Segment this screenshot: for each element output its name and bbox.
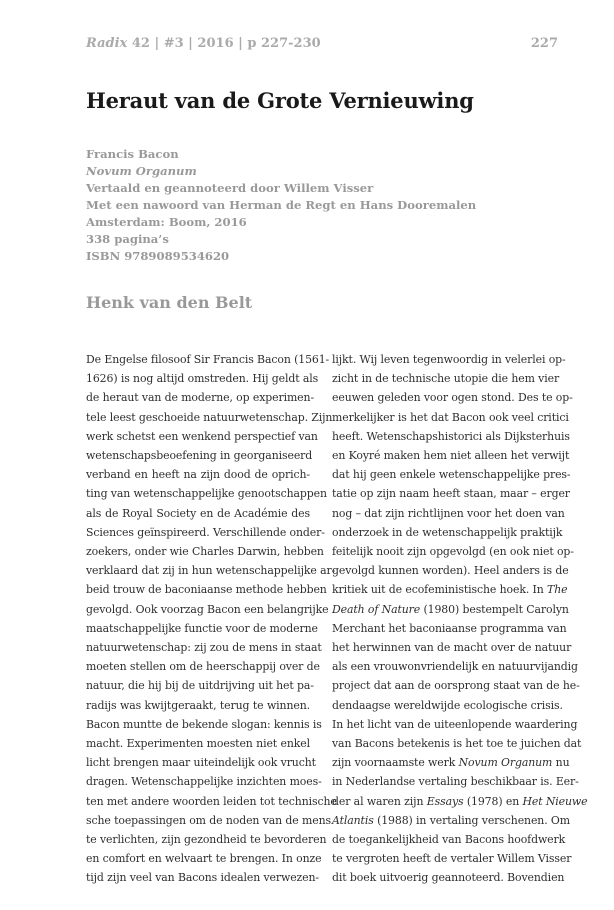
text-line: zijn voornaamste werk Novum Organum nu xyxy=(332,756,570,770)
text-line: Death of Nature (1980) bestempelt Carolyn xyxy=(332,602,569,616)
text-line: Merchant het baconiaanse programma van xyxy=(332,621,567,635)
text-line: tijd zijn veel van Bacons idealen verwezen- xyxy=(86,871,320,885)
text-line: natuur, die hij bij de uitdrijving uit het pa- xyxy=(86,679,314,693)
text-line: gevolgd. Ook voorzag Bacon een belangrijke xyxy=(86,602,329,616)
text-line: heeft. Wetenschapshistorici als Dijksterhuis xyxy=(332,429,570,443)
text-line: van Bacons betekenis is het toe te juichen dat xyxy=(332,737,582,751)
reviewer-name: Henk van den Belt xyxy=(86,293,253,312)
text-line: ten met andere woorden leiden tot technische xyxy=(86,794,337,808)
text-line: tatie op zijn naam heeft staan, maar – erger xyxy=(332,487,570,501)
text-line: Bacon muntte de bekende slogan: kennis is xyxy=(86,717,322,731)
text-line: tele leest geschoeide natuurwetenschap. Zijn xyxy=(86,410,333,424)
article-title: Heraut van de Grote Vernieuwing xyxy=(86,88,474,113)
running-header xyxy=(86,36,558,51)
text-line: gevolgd kunnen worden). Heel anders is de xyxy=(332,564,569,578)
text-line: macht. Experimenten moesten niet enkel xyxy=(86,737,310,751)
page-number: 227 xyxy=(530,36,558,51)
text-line: beid trouw de baconiaanse methode hebben xyxy=(86,583,327,597)
book-metadata xyxy=(86,146,558,265)
text-line: In het licht van de uiteenlopende waardering xyxy=(332,717,578,731)
citation: 42 | #3 | 2016 | p 227-230 xyxy=(127,36,321,51)
text-line: ting van wetenschappelijke genootschappen xyxy=(86,487,327,501)
text-line: Sciences geïnspireerd. Verschillende onder- xyxy=(86,525,325,539)
text-line: zicht in de technische utopie die hem vier xyxy=(332,372,560,386)
text-line: als de Royal Society en de Académie des xyxy=(86,506,310,520)
text-line: radijs was kwijtgeraakt, terug te winnen. xyxy=(86,698,310,712)
text-line: als een vrouwonvriendelijk en natuurvijandig xyxy=(332,660,578,674)
text-line: maatschappelijke functie voor de moderne xyxy=(86,621,318,635)
text-line: verklaard dat zij in hun wetenschappelijke ar- xyxy=(86,564,336,578)
text-line: de toegankelijkheid van Bacons hoofdwerk xyxy=(332,833,566,847)
text-line: project dat aan de oorsprong staat van de he- xyxy=(332,679,580,693)
body-column-left xyxy=(86,350,337,888)
book-title: Novum Organum xyxy=(86,164,197,178)
text-line: zoekers, onder wie Charles Darwin, hebben xyxy=(86,545,324,559)
book-pages: 338 pagina’s xyxy=(86,232,169,246)
journal-name: Radix xyxy=(86,36,128,51)
text-line: werk schetst een wenkend perspectief van xyxy=(86,429,318,443)
book-isbn: ISBN 9789089534620 xyxy=(86,249,230,263)
book-afterword: Met een nawoord van Herman de Regt en Hans Dooremalen xyxy=(86,198,477,212)
text-line: het herwinnen van de macht over de natuur xyxy=(332,641,572,655)
text-line: de heraut van de moderne, op experimen- xyxy=(86,391,315,405)
text-line: dendaagse wereldwijde ecologische crisis. xyxy=(332,698,563,712)
text-line: dit boek uitvoerig geannoteerd. Bovendien xyxy=(332,871,565,885)
text-line: 1626) is nog altijd omstreden. Hij geldt als xyxy=(86,372,319,386)
text-line: sche toepassingen om de noden van de mens xyxy=(86,813,331,827)
text-line: moeten stellen om de heerschappij over de xyxy=(86,660,320,674)
text-line: der al waren zijn Essays (1978) en Het Nieuwe xyxy=(332,794,588,808)
book-publisher: Amsterdam: Boom, 2016 xyxy=(86,215,247,229)
text-line: onderzoek in de wetenschappelijk praktijk xyxy=(332,525,563,539)
text-line: kritiek uit de ecofeministische hoek. In The xyxy=(332,583,568,597)
text-line: licht brengen maar uiteindelijk ook vrucht xyxy=(86,756,316,770)
text-line: natuurwetenschap: zij zou de mens in staat xyxy=(86,641,322,655)
text-line: nog – dat zijn richtlijnen voor het doen van xyxy=(332,506,565,520)
text-line: verband en heeft na zijn dood de oprich- xyxy=(86,468,310,482)
book-author: Francis Bacon xyxy=(86,147,179,161)
text-line: feitelijk nooit zijn opgevolgd (en ook niet op- xyxy=(332,545,574,559)
text-line: dat hij geen enkele wetenschappelijke pres- xyxy=(332,468,571,482)
body-column-right xyxy=(332,350,588,888)
text-line: te vergroten heeft de vertaler Willem Visser xyxy=(332,852,572,866)
text-line: dragen. Wetenschappelijke inzichten moes- xyxy=(86,775,322,789)
text-line: in Nederlandse vertaling beschikbaar is. Eer- xyxy=(332,775,579,789)
text-line: merkelijker is het dat Bacon ook veel critici xyxy=(332,410,569,424)
text-line: en Koyré maken hem niet alleen het verwijt xyxy=(332,449,570,463)
text-line: wetenschapsbeoefening in georganiseerd xyxy=(86,449,313,463)
book-translation: Vertaald en geannoteerd door Willem Visser xyxy=(86,181,374,195)
text-line: De Engelse filosoof Sir Francis Bacon (1561- xyxy=(86,353,330,366)
text-line: Atlantis (1988) in vertaling verschenen. Om xyxy=(332,813,570,827)
text-line: en comfort en welvaart te brengen. In onze xyxy=(86,852,322,866)
text-line: eeuwen geleden voor ogen stond. Des te op- xyxy=(332,391,573,405)
text-line: te verlichten, zijn gezondheid te bevorderen xyxy=(86,833,327,847)
text-line: lijkt. Wij leven tegenwoordig in velerlei op- xyxy=(332,353,566,366)
